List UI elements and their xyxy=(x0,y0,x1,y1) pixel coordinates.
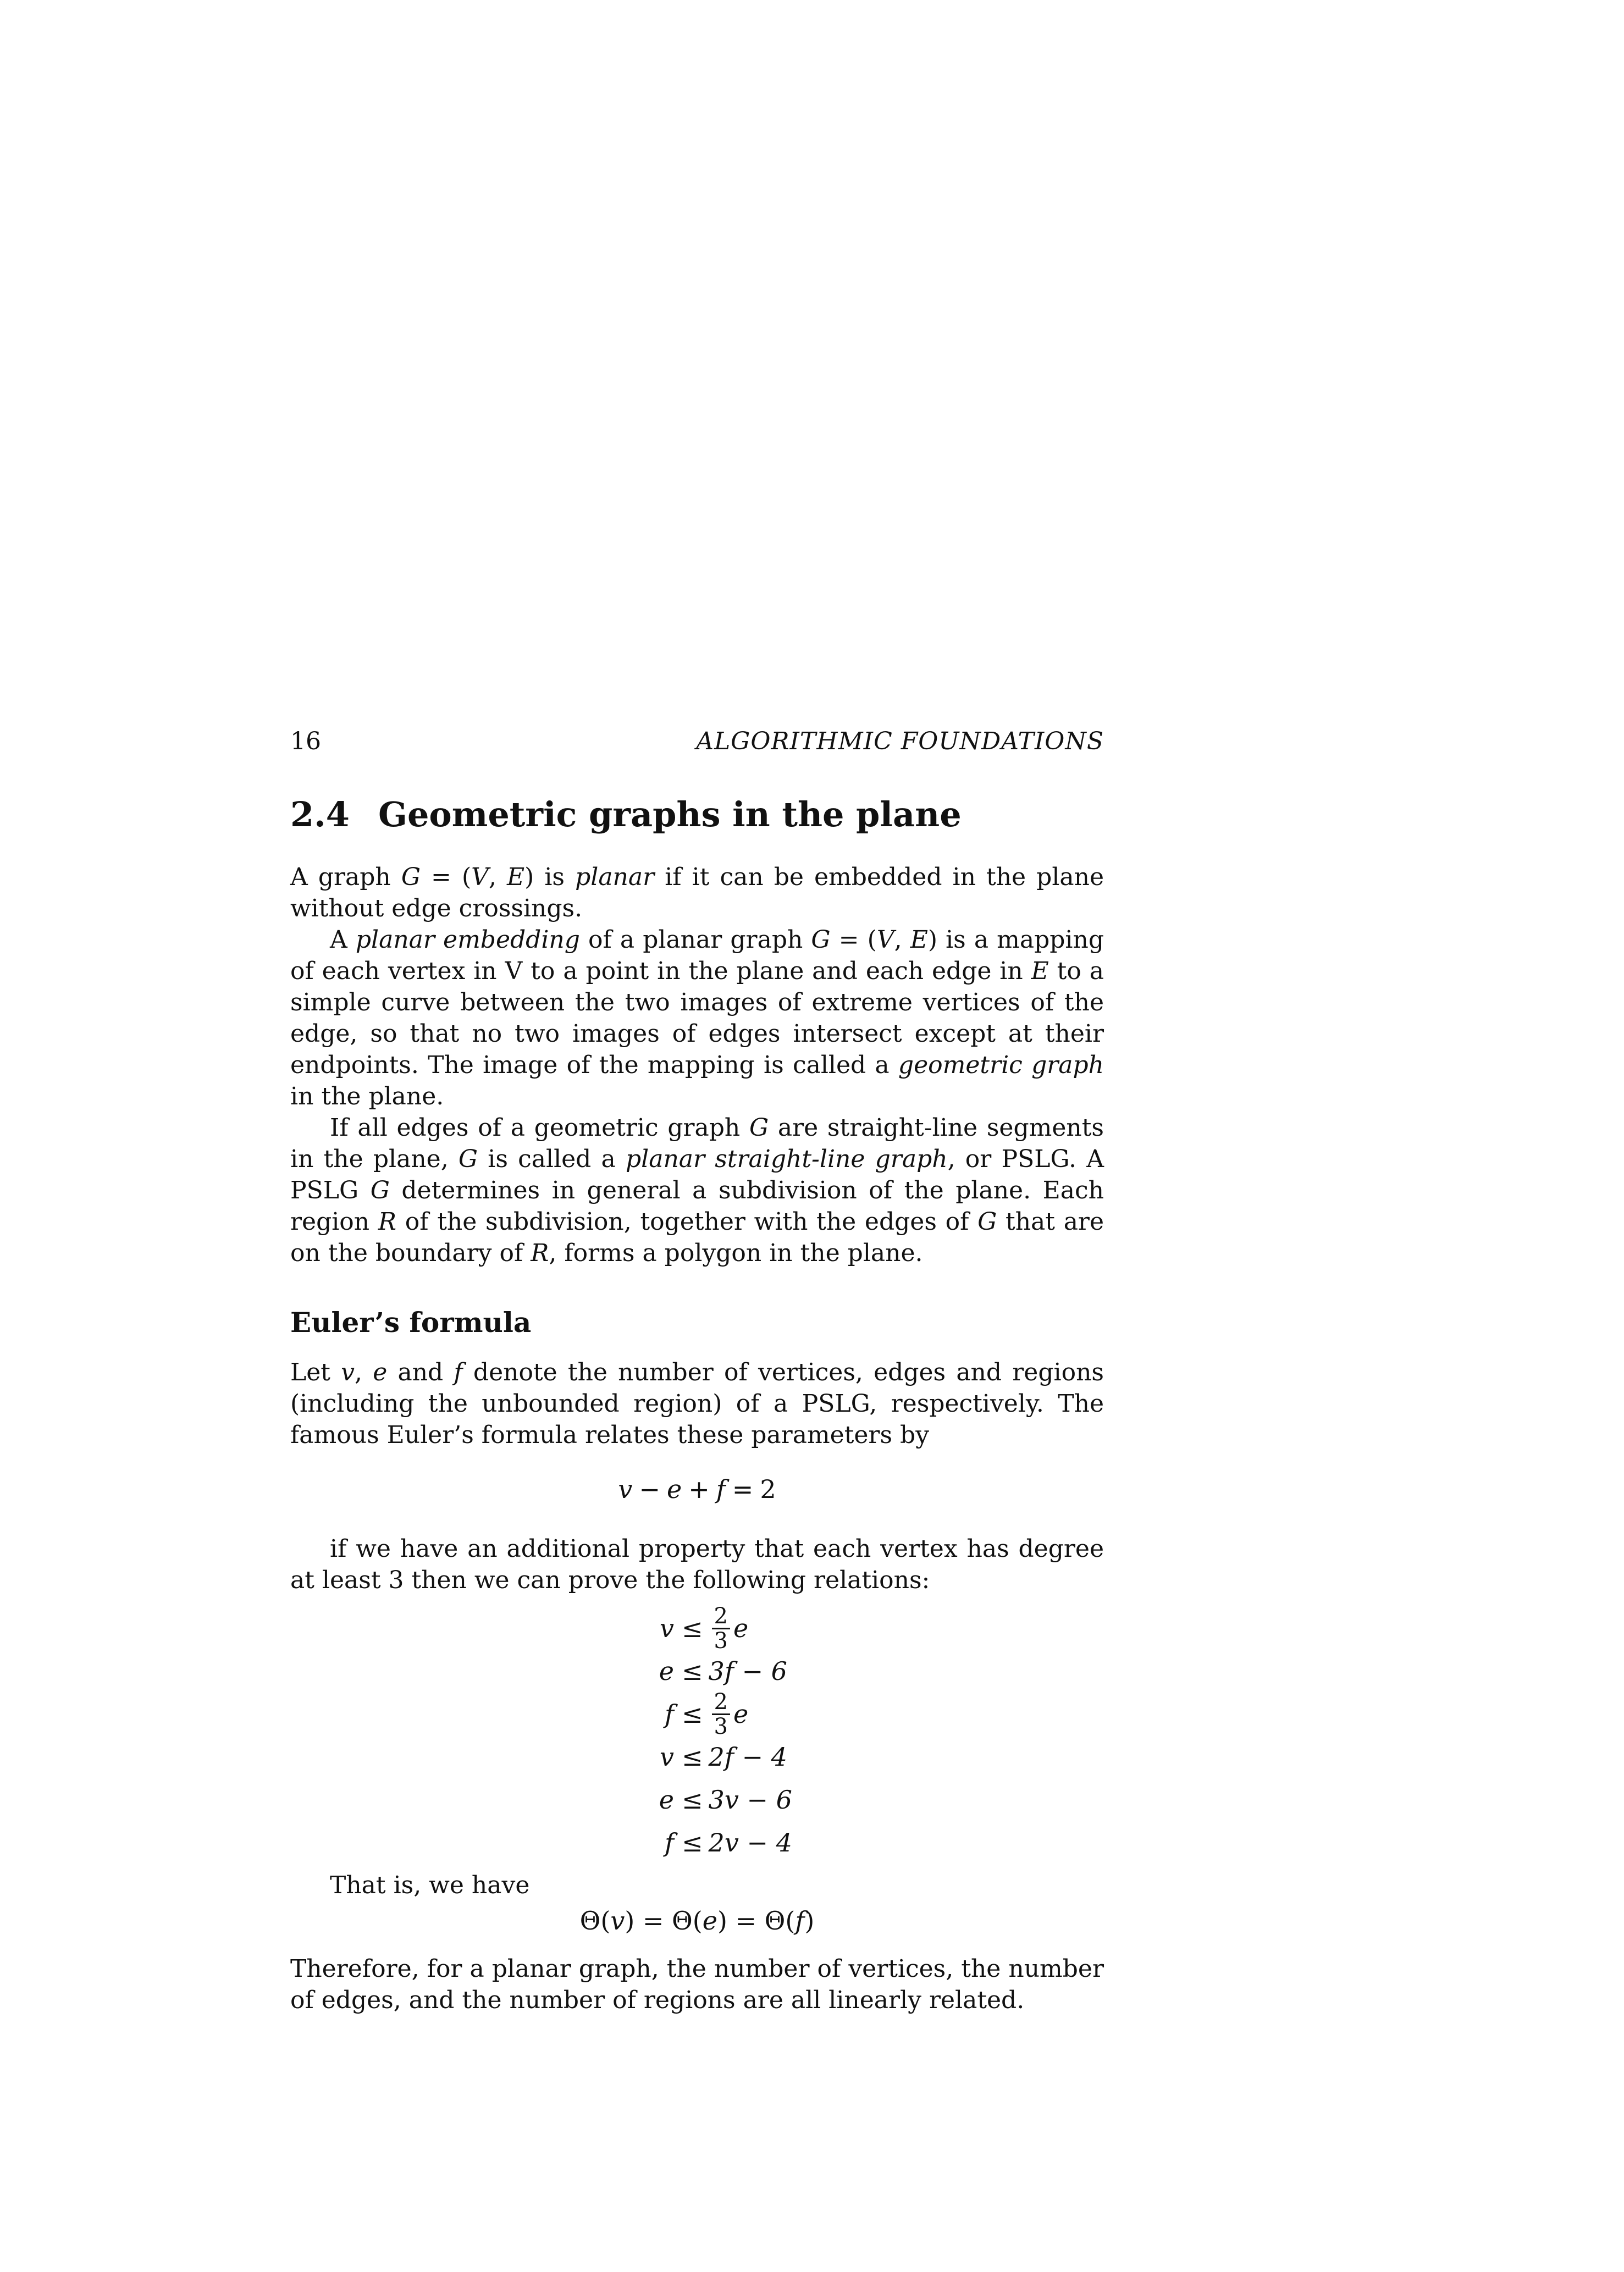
inequality-lhs: v xyxy=(660,1613,674,1643)
tail-variable: e xyxy=(733,1613,749,1643)
inequality-rhs xyxy=(682,1690,748,1738)
inequality-lhs: f xyxy=(664,1827,674,1858)
paragraph-planar-definition: A graph G = (V, E) is planar if it can be embedded in the plane without edge crossings. xyxy=(290,863,1104,922)
fraction-numerator: 2 xyxy=(712,1605,730,1629)
fraction xyxy=(712,1605,730,1652)
inequality-lhs: e xyxy=(659,1656,674,1686)
inequality-rhs-text: 2f − 4 xyxy=(708,1742,787,1772)
inequalities-block xyxy=(290,1603,1104,1864)
tail-variable: e xyxy=(733,1699,749,1729)
inequality-row xyxy=(290,1650,1104,1693)
inequality-lhs: e xyxy=(659,1784,674,1815)
page-number: 16 xyxy=(290,727,321,755)
relation-symbol: ≤ xyxy=(682,1656,703,1686)
relation-symbol: ≤ xyxy=(682,1784,703,1815)
fraction xyxy=(712,1690,730,1738)
fraction-numerator: 2 xyxy=(712,1690,730,1715)
inequality-rhs xyxy=(682,1784,792,1816)
inequality-rhs-text: 2v − 4 xyxy=(708,1827,792,1858)
inequality-rhs xyxy=(682,1656,787,1687)
paragraph-planar-embedding: A planar embedding of a planar graph G = (V, E) is a mapping of each vertex in V to a point in the plane and each edge in E to a simple curve between the two images of extreme vertices of the edge, so that no two images of edges intersect except at their endpoints. The image of the mapping is called a geometric graph in the plane. xyxy=(290,926,1104,1110)
fraction-denominator: 3 xyxy=(714,1628,728,1654)
inequality-rhs xyxy=(682,1742,787,1773)
inequality-row xyxy=(290,1821,1104,1864)
inequality-rhs xyxy=(682,1605,748,1652)
term-geometric-graph: geometric graph xyxy=(898,1051,1104,1079)
subsection-title: Euler’s formula xyxy=(290,1306,532,1339)
paragraph-pslg: If all edges of a geometric graph G are straight-line segments in the plane, G is called a planar straight-line graph, or PSLG. A PSLG G determines in general a subdivision of the plane. Each region R of the subdivision, together with the edges of G that are on the boundary of R, forms a polygon in the plane. xyxy=(290,1114,1104,1267)
term-pslg: planar straight-line graph xyxy=(625,1145,948,1173)
inequality-rhs-text: 3f − 6 xyxy=(708,1656,787,1686)
fraction-denominator: 3 xyxy=(714,1713,728,1739)
inequality-row xyxy=(290,1689,1104,1739)
inequality-row xyxy=(290,1778,1104,1821)
section-title-text: Geometric graphs in the plane xyxy=(378,794,962,834)
inequality-lhs: f xyxy=(664,1699,674,1729)
euler-formula: v − e + f = 2 xyxy=(618,1474,776,1504)
inequality-row xyxy=(290,1735,1104,1778)
inequality-rhs-text: 3v − 6 xyxy=(708,1784,792,1815)
paragraph-euler-intro: Let v, e and f denote the number of vertices, edges and regions (including the unbounded region) of a PSLG, respectively. The famous Euler’s formula relates these parameters by xyxy=(290,1358,1104,1449)
relation-symbol: ≤ xyxy=(682,1699,703,1729)
theta-equation: Θ(v) = Θ(e) = Θ(f) xyxy=(579,1906,815,1936)
section-number: 2.4 xyxy=(290,794,350,834)
relation-symbol: ≤ xyxy=(682,1742,703,1772)
paragraph-conclusion: Therefore, for a planar graph, the number of vertices, the number of edges, and the number of regions are all linearly related. xyxy=(290,1955,1104,2014)
running-title: ALGORITHMIC FOUNDATIONS xyxy=(696,727,1104,755)
relation-symbol: ≤ xyxy=(682,1613,703,1643)
paragraph-relations-intro: if we have an additional property that each vertex has degree at least 3 then we can prove the following relations: xyxy=(290,1535,1104,1594)
running-head xyxy=(290,726,1104,757)
section-title xyxy=(290,793,1104,837)
page-body xyxy=(290,726,1104,2016)
inequality-lhs: v xyxy=(660,1742,674,1772)
that-is-text: That is, we have xyxy=(330,1871,530,1899)
relation-symbol: ≤ xyxy=(682,1827,703,1858)
term-planar-embedding: planar embedding xyxy=(355,926,580,954)
inequality-rhs xyxy=(682,1827,792,1859)
term-planar: planar xyxy=(575,863,655,891)
inequality-row xyxy=(290,1603,1104,1654)
